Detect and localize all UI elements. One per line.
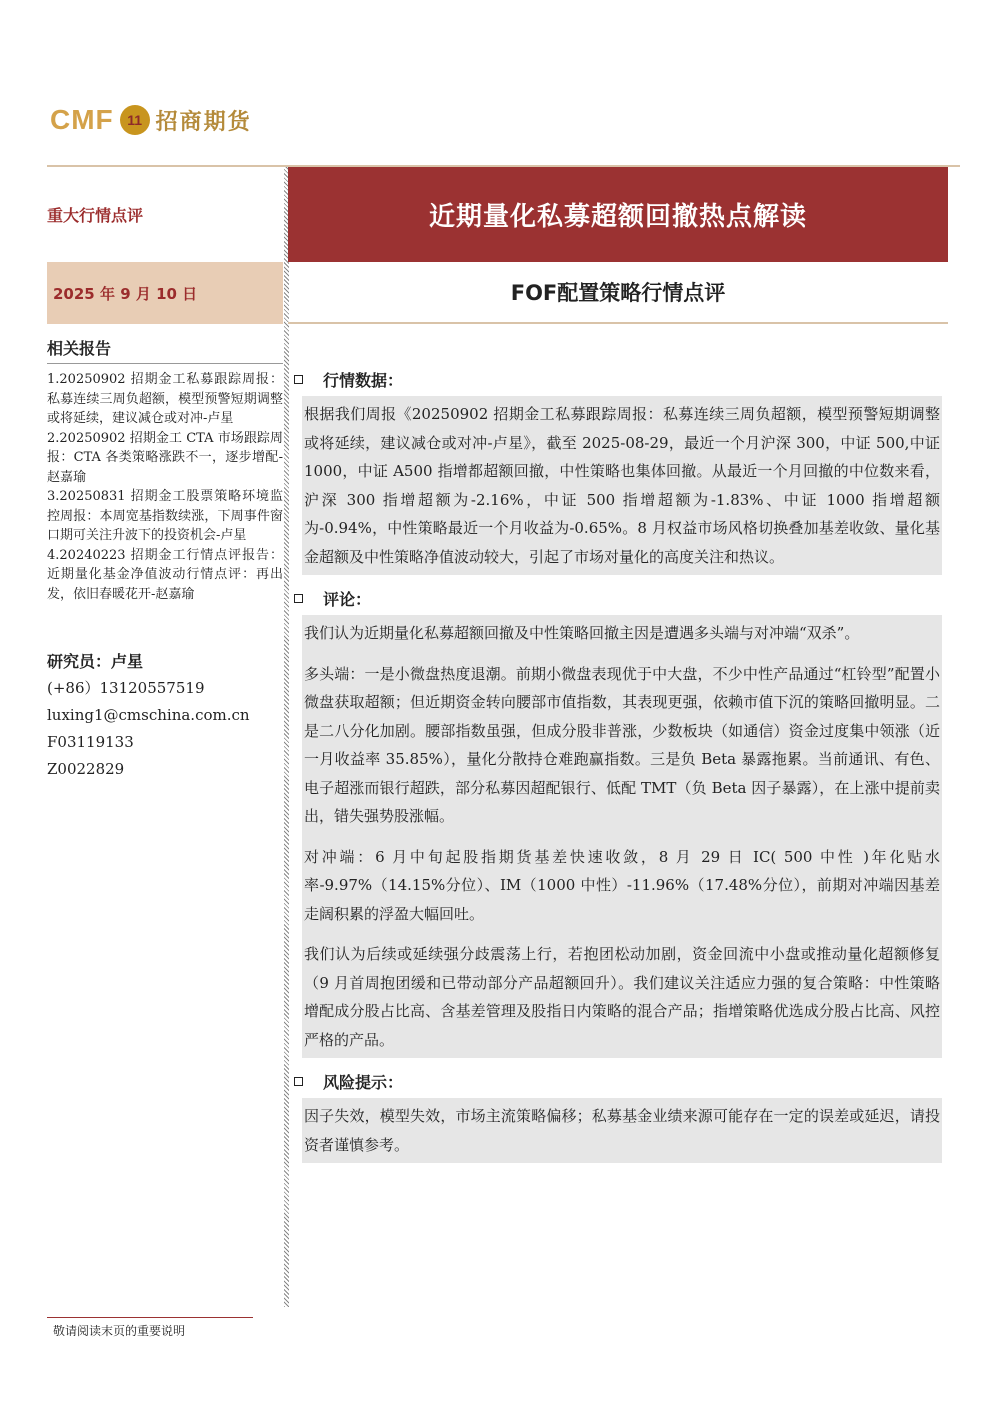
analyst-info [47, 648, 283, 783]
column-divider [284, 167, 289, 1307]
analyst-license-1: F03119133 [47, 733, 134, 751]
analyst-phone: (+86）13120557519 [47, 679, 205, 697]
square-bullet-icon [294, 375, 303, 384]
logo-company-name: 招商期货 [155, 109, 252, 135]
square-bullet-icon [294, 1077, 303, 1086]
section-heading-risk [292, 1064, 942, 1098]
title-banner [288, 167, 948, 262]
comment-paragraph: 我们认为后续或延续强分歧震荡上行，若抱团松动加剧，资金回流中小盘或推动量化超额修复（9 月首周抱团缓和已带动部分产品超额回升）。我们建议关注适应力强的复合策略：中性策略增配成分股占比高、含基差管理及股指日内策略的混合产品；指增策略优选成分股占比高、风控严格的产品。 [302, 932, 942, 1058]
section-heading-market [292, 362, 942, 396]
section-heading-comment [292, 581, 942, 615]
risk-paragraph: 因子失效，模型失效，市场主流策略偏移；私募基金业绩来源可能存在一定的误差或延迟，请投资者谨慎参考。 [302, 1098, 942, 1163]
report-subtitle: FOF配置策略行情点评 [288, 262, 948, 324]
report-title: 近期量化私募超额回撤热点解读 [428, 202, 807, 232]
section-heading-text: 评论： [323, 589, 372, 609]
analyst-license-2: Z0022829 [47, 760, 125, 778]
comment-paragraph: 对冲端：6 月中旬起股指期货基差快速收敛，8 月 29 日 IC( 500 中性 )年化贴水率-9.97%（14.15%分位）、IM（1000 中性）-11.96%（17.48%分位），前期对冲端因基差走阔积累的浮盈大幅回吐。 [302, 835, 942, 933]
logo-cmf-text: CMF [50, 104, 114, 135]
section-heading-text: 风险提示： [323, 1072, 404, 1092]
comment-paragraph: 多头端：一是小微盘热度退潮。前期小微盘表现优于中大盘，不少中性产品通过“杠铃型”配置小微盘获取超额；但近期资金转向腰部市值指数，其表现更强，依赖市值下沉的策略回撤明显。二是二八分化加剧。腰部指数虽强，但成分股非普涨，少数板块（如通信）资金过度集中领涨（近一月收益率 35.85%），量化分散持仓难跑赢指数。三是负 Beta 暴露拖累。当前通讯、有色、电子超涨而银行超跌，部分私募因超配银行、低配 TMT（负 Beta 因子暴露），在上涨中提前卖出，错失强势股涨幅。 [302, 652, 942, 835]
footer-note: 敬请阅读末页的重要说明 [47, 1317, 253, 1339]
report-category: 重大行情点评 [47, 206, 144, 225]
square-bullet-icon [294, 594, 303, 603]
analyst-email: luxing1@cmschina.com.cn [47, 706, 250, 724]
company-logo [50, 102, 252, 138]
logo-badge-icon: 11 [120, 105, 150, 135]
related-reports-list [47, 370, 283, 604]
related-report-item: 2.20250902 招期金工 CTA 市场跟踪周报：CTA 各类策略涨跌不一，逐步增配-赵嘉瑜 [47, 430, 283, 485]
report-date: 2025 年 9 月 10 日 [47, 262, 283, 324]
related-report-item: 4.20240223 招期金工行情点评报告：近期量化基金净值波动行情点评：再出发，依旧春暖花开-赵嘉瑜 [47, 547, 283, 602]
related-report-item: 3.20250831 招期金工股票策略环境监控周报：本周宽基指数续涨，下周事件窗口期可关注升波下的投资机会-卢星 [47, 489, 283, 543]
main-content [292, 362, 942, 1163]
section-heading-text: 行情数据： [323, 370, 404, 390]
related-reports-heading: 相关报告 [47, 336, 283, 364]
analyst-name: 研究员：卢星 [47, 652, 144, 671]
left-sidebar [47, 167, 283, 783]
market-paragraph: 根据我们周报《20250902 招期金工私募跟踪周报：私募连续三周负超额，模型预警短期调整或将延续，建议减仓或对冲-卢星》，截至 2025-08-29，最近一个月沪深 300，中证 500,中证 1000，中证 A500 指增都超额回撤，中性策略也集体回撤。从最近一个月回撤的中位数来看，沪深 300 指增超额为-2.16%，中证 500 指增超额为-1.83%、中证 1000 指增超额为-0.94%，中性策略最近一个月收益为-0.65%。8 月权益市场风格切换叠加基差收敛、量化基金超额及中性策略净值波动较大，引起了市场对量化的高度关注和热议。 [302, 396, 942, 575]
related-report-item: 1.20250902 招期金工私募跟踪周报：私募连续三周负超额，模型预警短期调整或将延续，建议减仓或对冲-卢星 [47, 372, 283, 426]
comment-paragraph: 我们认为近期量化私募超额回撤及中性策略回撤主因是遭遇多头端与对冲端“双杀”。 [302, 615, 942, 652]
